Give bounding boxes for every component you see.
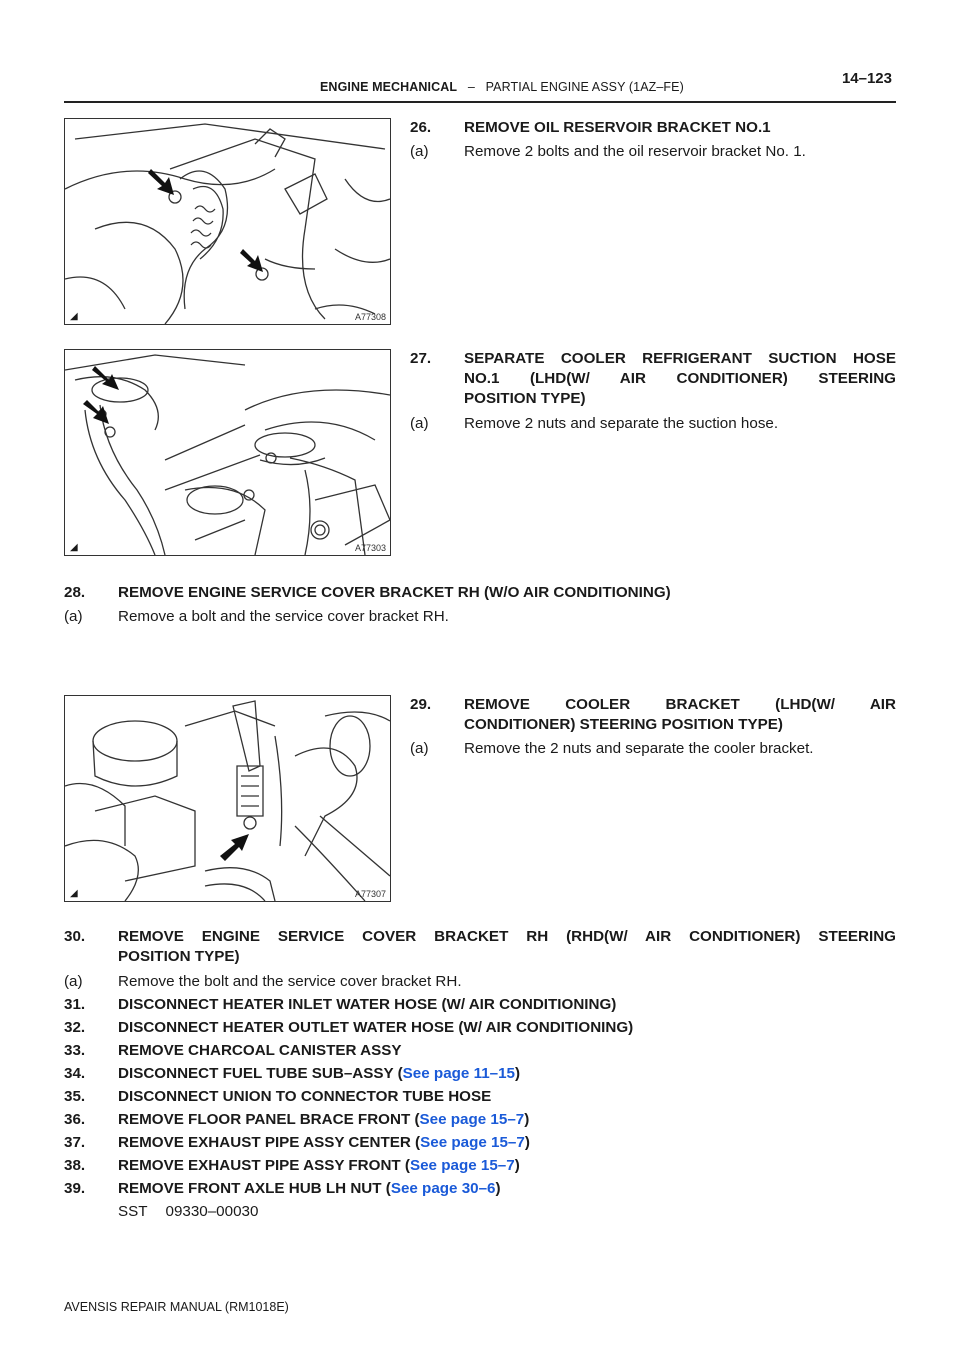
- header-separator: –: [467, 80, 475, 94]
- substep-number: (a): [410, 143, 429, 160]
- step-title-line: SEPARATE COOLER REFRIGERANT SUCTION HOSE: [464, 350, 896, 367]
- step-number: 33.: [64, 1042, 86, 1059]
- step-title-close: ): [514, 1157, 520, 1174]
- step-title-line: POSITION TYPE): [118, 948, 240, 965]
- page-footer: AVENSIS REPAIR MANUAL (RM1018E): [64, 1300, 289, 1314]
- step-title: REMOVE CHARCOAL CANISTER ASSY: [118, 1042, 402, 1059]
- substep-text: Remove a bolt and the service cover bracket RH.: [118, 608, 449, 625]
- step-title: [118, 1064, 520, 1084]
- figure-illustration: [65, 696, 390, 901]
- see-page-link[interactable]: See page 15–7: [409, 1157, 515, 1174]
- step-title-close: ): [524, 1134, 530, 1151]
- step-number: 35.: [64, 1088, 86, 1105]
- figure-code: A77303: [354, 543, 386, 553]
- header-subsection: PARTIAL ENGINE ASSY (1AZ–FE): [485, 80, 684, 94]
- arrow-icons: [83, 366, 119, 424]
- substep-text: Remove 2 bolts and the oil reservoir bracket No. 1.: [464, 143, 806, 160]
- step-number: 39.: [64, 1180, 86, 1197]
- step-number: 26.: [410, 119, 432, 136]
- step-title: [118, 1156, 520, 1176]
- step-title: REMOVE ENGINE SERVICE COVER BRACKET RH (W/O AIR CONDITIONING): [118, 584, 671, 601]
- figure-suction-hose: [64, 349, 391, 556]
- step-number: 38.: [64, 1157, 86, 1174]
- header-section: ENGINE MECHANICAL: [320, 80, 458, 94]
- step-title-text: REMOVE FRONT AXLE HUB LH NUT (: [118, 1180, 391, 1197]
- figure-cooler-bracket: [64, 695, 391, 902]
- step-title: DISCONNECT UNION TO CONNECTOR TUBE HOSE: [118, 1088, 492, 1105]
- sst-label: SST: [118, 1203, 148, 1220]
- step-title: DISCONNECT HEATER OUTLET WATER HOSE (W/ AIR CONDITIONING): [118, 1019, 634, 1036]
- figure-oil-reservoir-bracket: [64, 118, 391, 325]
- step-title-text: DISCONNECT FUEL TUBE SUB–ASSY (: [118, 1065, 403, 1082]
- step-number: 37.: [64, 1134, 86, 1151]
- step-title-close: ): [514, 1065, 521, 1082]
- figure-code: A77307: [354, 889, 386, 899]
- substep-text: Remove the bolt and the service cover bracket RH.: [118, 973, 462, 990]
- front-mark-icon: ◢: [70, 888, 78, 899]
- step-title-line: REMOVE COOLER BRACKET (LHD(W/ AIR: [464, 696, 896, 713]
- see-page-link[interactable]: See page 30–6: [390, 1180, 496, 1197]
- step-title-line: POSITION TYPE): [464, 390, 586, 407]
- step-title-text: REMOVE EXHAUST PIPE ASSY FRONT (: [118, 1157, 410, 1174]
- step-title: REMOVE OIL RESERVOIR BRACKET NO.1: [464, 119, 771, 136]
- substep-number: (a): [410, 415, 429, 432]
- substep-text: Remove 2 nuts and separate the suction hose.: [464, 415, 779, 432]
- step-title-text: REMOVE EXHAUST PIPE ASSY CENTER (: [118, 1134, 421, 1151]
- step-number: 30.: [64, 928, 86, 945]
- step-title-text: REMOVE FLOOR PANEL BRACE FRONT (: [118, 1111, 420, 1128]
- see-page-link[interactable]: See page 15–7: [419, 1111, 525, 1128]
- sst-number: 09330–00030: [165, 1203, 259, 1220]
- step-title: [118, 1133, 530, 1153]
- header-rule: [64, 101, 896, 103]
- step-title: DISCONNECT HEATER INLET WATER HOSE (W/ AIR CONDITIONING): [118, 996, 617, 1013]
- figure-illustration: [65, 350, 390, 555]
- arrow-icons: [148, 169, 263, 272]
- sst-tool: [118, 1202, 258, 1222]
- substep-text: Remove the 2 nuts and separate the cooler bracket.: [464, 740, 814, 757]
- step-title-line: REMOVE ENGINE SERVICE COVER BRACKET RH (RHD(W/ AIR CONDITIONER) STEERING: [118, 928, 896, 945]
- step-number: 27.: [410, 350, 432, 367]
- page-number: 14–123: [841, 70, 892, 87]
- step-number: 32.: [64, 1019, 86, 1036]
- step-title: [118, 1110, 529, 1130]
- step-title-close: ): [524, 1111, 530, 1128]
- step-number: 29.: [410, 696, 432, 713]
- arrow-icons: [220, 834, 249, 861]
- step-number: 36.: [64, 1111, 86, 1128]
- see-page-link[interactable]: See page 15–7: [420, 1134, 525, 1151]
- front-mark-icon: ◢: [70, 311, 78, 322]
- step-number: 31.: [64, 996, 86, 1013]
- substep-number: (a): [410, 740, 429, 757]
- substep-number: (a): [64, 608, 83, 625]
- figure-illustration: [65, 119, 390, 324]
- step-number: 28.: [64, 584, 86, 601]
- step-title-close: ): [495, 1180, 501, 1197]
- step-title-line: NO.1 (LHD(W/ AIR CONDITIONER) STEERING: [464, 370, 896, 387]
- substep-number: (a): [64, 973, 83, 990]
- see-page-link[interactable]: See page 11–15: [402, 1065, 515, 1082]
- step-number: 34.: [64, 1065, 86, 1082]
- page-header: [64, 64, 896, 104]
- step-title: [118, 1179, 501, 1199]
- front-mark-icon: ◢: [70, 542, 78, 553]
- step-title-line: CONDITIONER) STEERING POSITION TYPE): [464, 716, 783, 733]
- header-title: [320, 80, 684, 94]
- figure-code: A77308: [354, 312, 386, 322]
